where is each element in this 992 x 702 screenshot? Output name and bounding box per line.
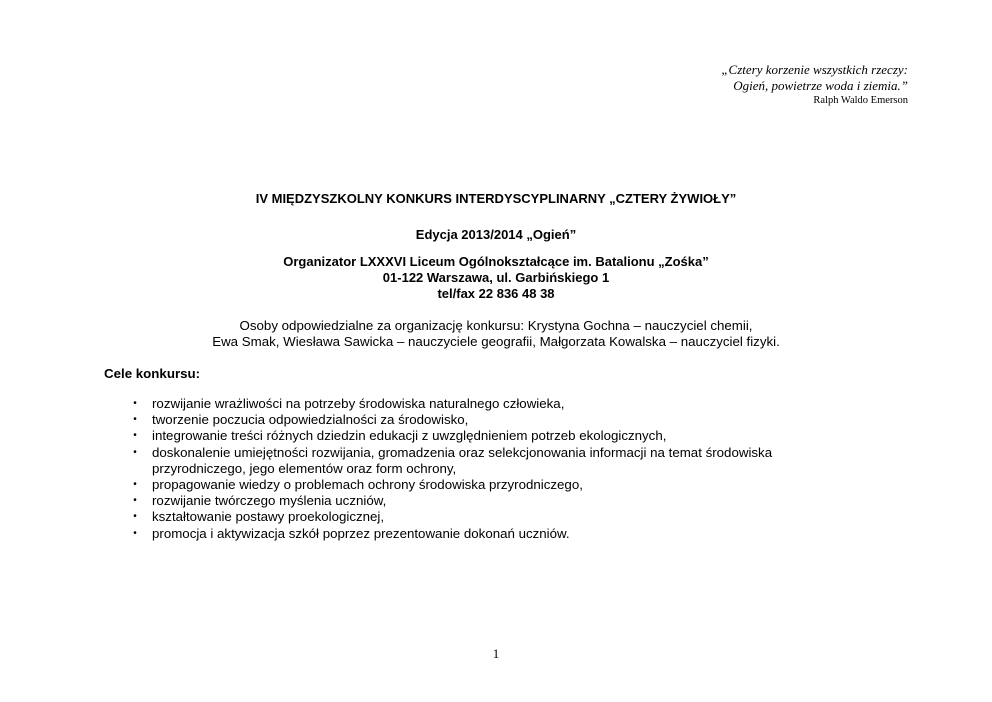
bullet-icon: •	[133, 495, 137, 507]
list-item	[130, 526, 850, 542]
list-item-text: kształtowanie postawy proekologicznej,	[152, 509, 385, 525]
list-item	[130, 412, 850, 428]
organizer-name: Organizator LXXXVI Liceum Ogólnokształcące im. Batalionu „Zośka”	[283, 254, 709, 269]
bullet-icon: •	[133, 511, 137, 523]
organizer-block	[0, 254, 992, 302]
epigraph-line-1: „Cztery korzenie wszystkich rzeczy:	[721, 62, 908, 77]
list-item	[130, 477, 850, 493]
responsible-line-2: Ewa Smak, Wiesława Sawicka – nauczyciele geografii, Małgorzata Kowalska – nauczyciel fizyki.	[212, 334, 780, 349]
organizer-phone: tel/fax 22 836 48 38	[437, 286, 555, 301]
list-item	[130, 493, 850, 509]
epigraph	[721, 62, 908, 107]
goals-heading: Cele konkursu:	[104, 366, 201, 381]
epigraph-line-2: Ogień, powietrze woda i ziemia.”	[733, 78, 908, 93]
bullet-icon: •	[133, 414, 137, 426]
list-item-text: propagowanie wiedzy o problemach ochrony środowiska przyrodniczego,	[152, 477, 583, 493]
list-item	[130, 445, 850, 477]
list-item	[130, 396, 850, 412]
bullet-icon: •	[133, 527, 137, 539]
organizer-address: 01-122 Warszawa, ul. Garbińskiego 1	[382, 270, 610, 285]
epigraph-author: Ralph Waldo Emerson	[813, 95, 908, 106]
list-item-text: rozwijanie twórczego myślenia uczniów,	[152, 493, 387, 509]
page-number: 1	[492, 646, 500, 661]
list-item	[130, 509, 850, 525]
list-item-text: promocja i aktywizacja szkół poprzez prezentowanie dokonań uczniów.	[152, 525, 570, 541]
list-item-text: rozwijanie wrażliwości na potrzeby środowiska naturalnego człowieka,	[152, 396, 565, 411]
list-item-text: integrowanie treści różnych dziedzin edukacji z uwzględnieniem potrzeb ekologicznych,	[152, 428, 667, 444]
list-item	[130, 428, 850, 444]
bullet-icon: •	[133, 479, 137, 491]
list-item-text: doskonalenie umiejętności rozwijania, gromadzenia oraz selekcjonowania informacji na temat środowiska przyrodniczego, jego elementów oraz form ochrony,	[152, 444, 773, 476]
bullet-icon: •	[133, 446, 137, 458]
contest-title: IV MIĘDZYSZKOLNY KONKURS INTERDYSCYPLINARNY „CZTERY ŻYWIOŁY”	[255, 191, 737, 206]
responsible-line-1: Osoby odpowiedzialne za organizację konkursu: Krystyna Gochna – nauczyciel chemii,	[239, 318, 753, 333]
responsible-persons	[0, 318, 992, 350]
goals-list	[130, 396, 850, 542]
bullet-icon: •	[133, 398, 137, 409]
list-item-text: tworzenie poczucia odpowiedzialności za środowisko,	[152, 412, 469, 428]
edition-title: Edycja 2013/2014 „Ogień”	[415, 227, 577, 242]
bullet-icon: •	[133, 430, 137, 442]
